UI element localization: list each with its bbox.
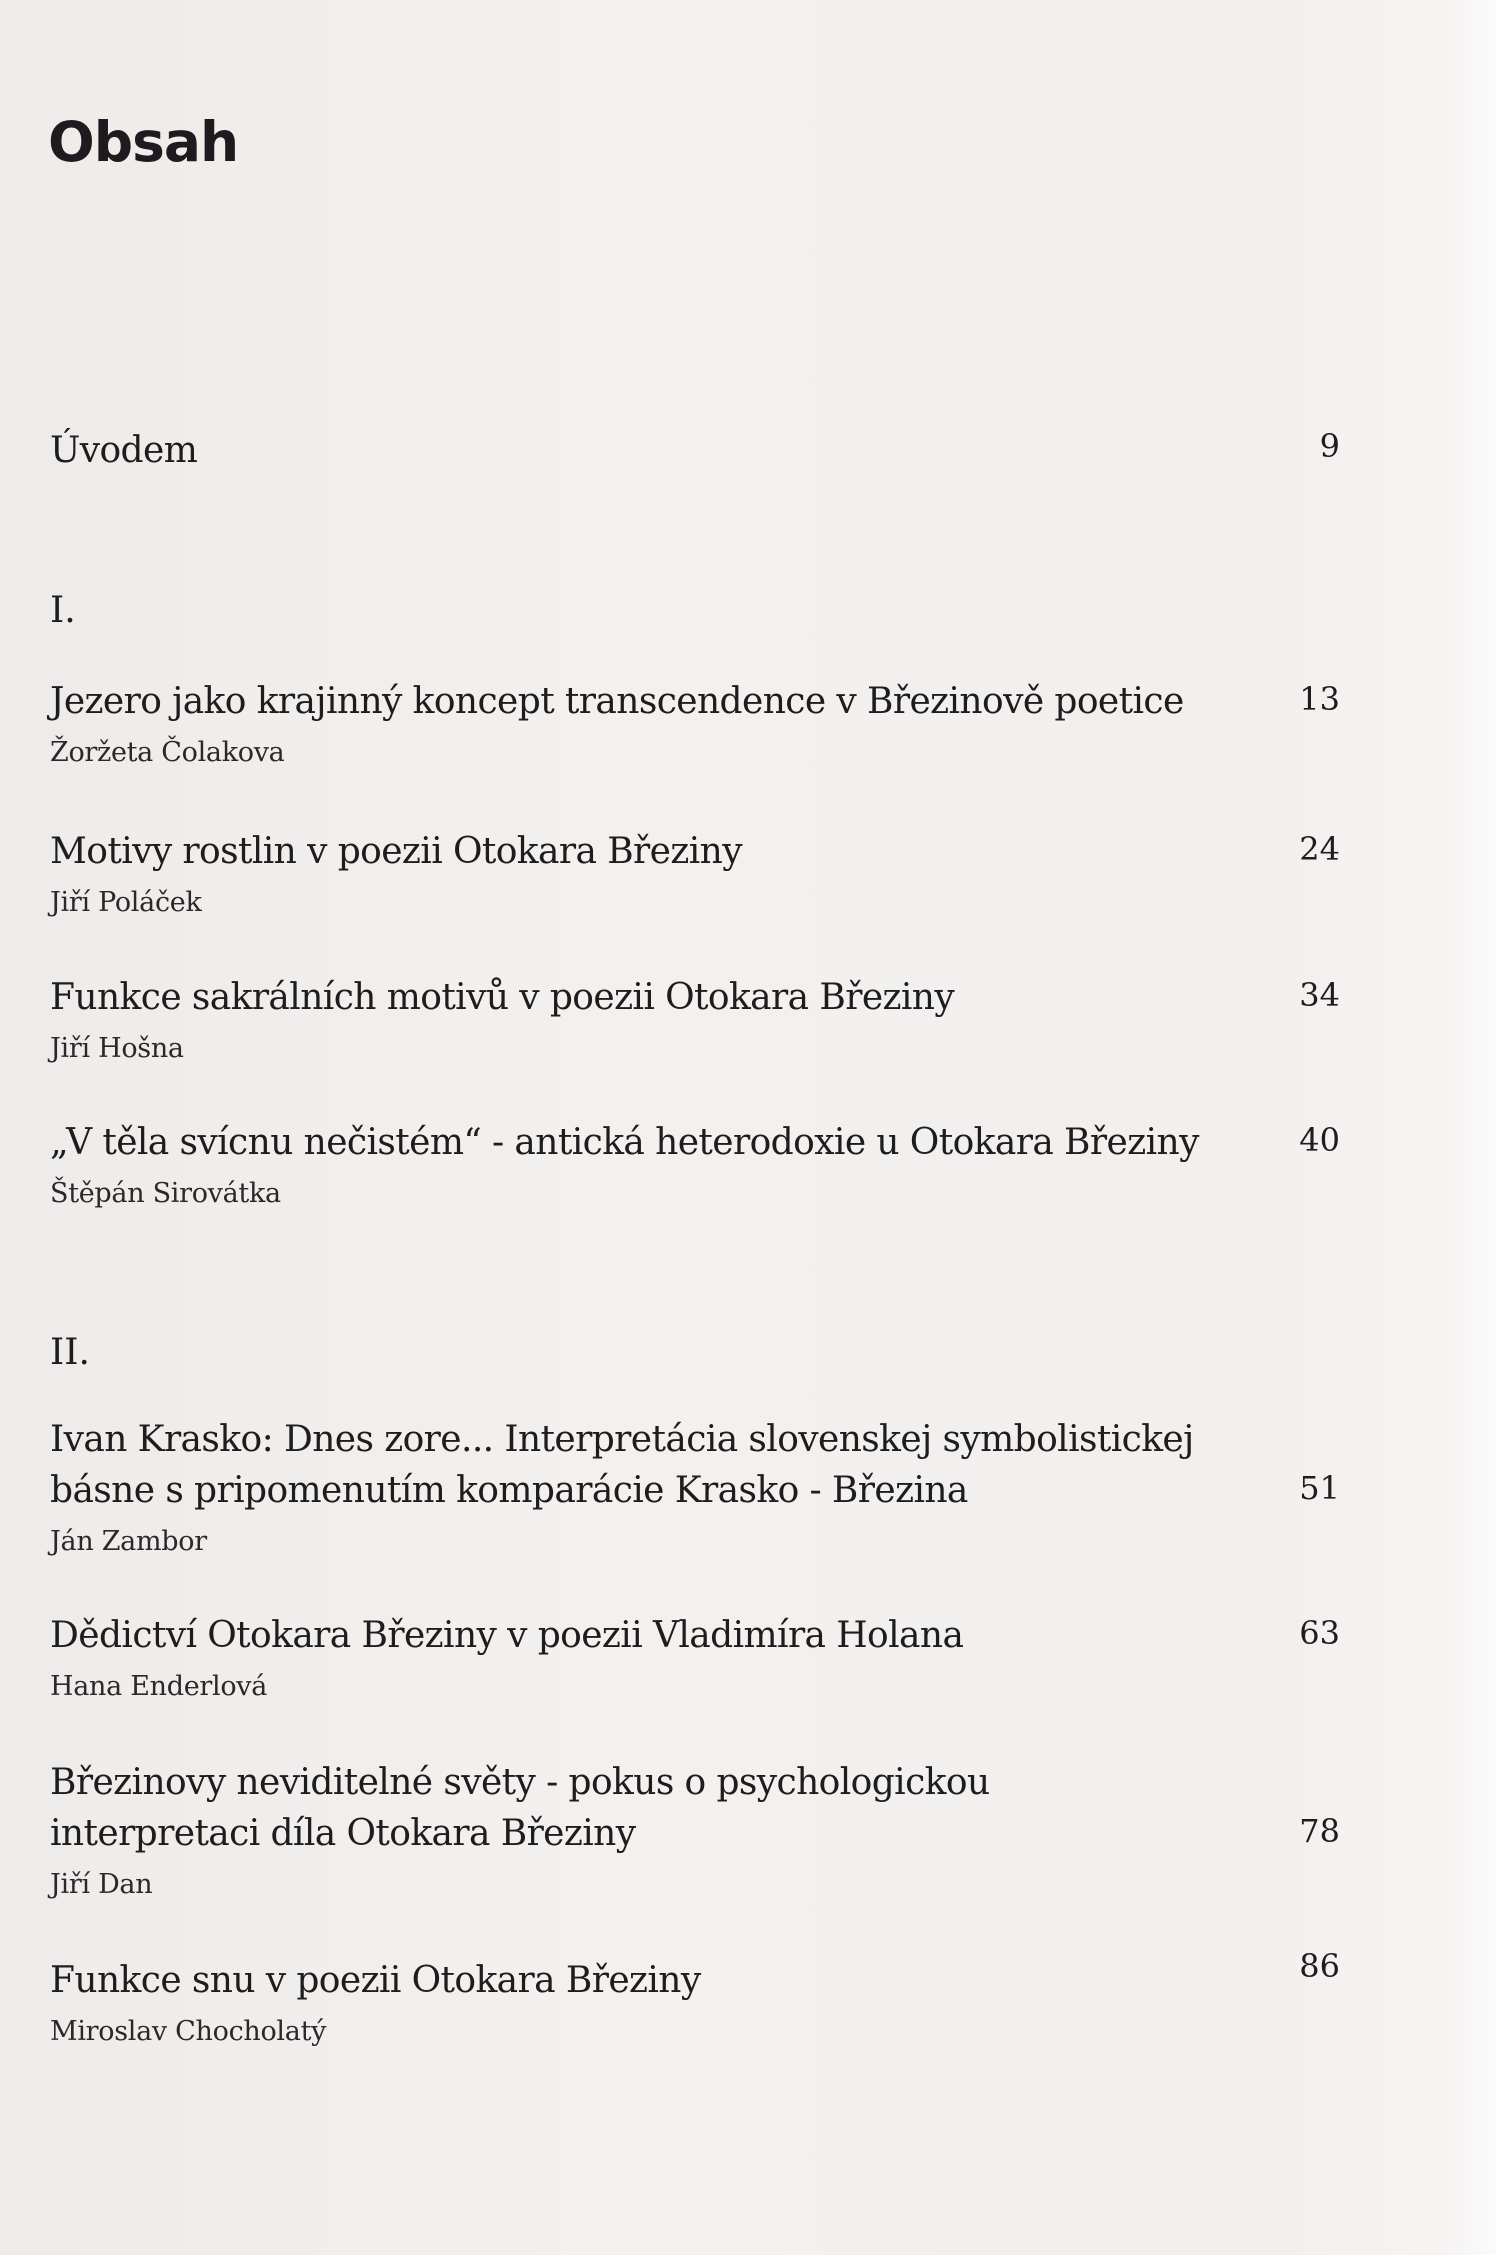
toc-entry xyxy=(50,1610,1340,1702)
entry-title xyxy=(50,1757,1250,1859)
page-number: 40 xyxy=(1299,1121,1340,1159)
section-heading: II. xyxy=(50,1332,90,1373)
section-heading: I. xyxy=(50,590,76,631)
toc-entry xyxy=(50,972,1340,1064)
page-number: 13 xyxy=(1299,680,1340,718)
page-number: 9 xyxy=(1319,427,1340,465)
entry-author: Hana Enderlová xyxy=(50,1671,268,1702)
entry-author: Jiří Dan xyxy=(50,1869,153,1900)
entry-author: Žoržeta Čolakova xyxy=(50,737,285,768)
entry-author: Miroslav Chocholatý xyxy=(50,2016,327,2047)
entry-title-line: Březinovy neviditelné světy - pokus o psychologickou xyxy=(50,1762,990,1803)
entry-title-line: básne s pripomenutím komparácie Krasko - Březina xyxy=(50,1470,968,1511)
toc-entry xyxy=(50,1757,1340,1900)
entry-title-line: Ivan Krasko: Dnes zore... Interpretácia slovenskej symbolistickej xyxy=(50,1419,1194,1460)
toc-entry xyxy=(50,826,1340,918)
entry-title: „V těla svícnu nečistém“ - antická heterodoxie u Otokara Březiny xyxy=(50,1122,1199,1163)
toc-entry xyxy=(50,1117,1340,1209)
entry-title: Dědictví Otokara Březiny v poezii Vladimíra Holana xyxy=(50,1615,964,1656)
entry-author: Jiří Hošna xyxy=(50,1033,184,1064)
entry-author: Jiří Poláček xyxy=(50,887,202,918)
page-number: 24 xyxy=(1299,830,1340,868)
entry-title: Funkce sakrálních motivů v poezii Otokara Březiny xyxy=(50,977,955,1018)
entry-title: Funkce snu v poezii Otokara Březiny xyxy=(50,1960,701,2001)
toc-entry xyxy=(50,676,1340,768)
page-edge xyxy=(1452,0,1496,2255)
entry-title-line: interpretaci díla Otokara Březiny xyxy=(50,1813,636,1854)
toc-entry xyxy=(50,1414,1340,1557)
page-number: 34 xyxy=(1299,976,1340,1014)
page-title: Obsah xyxy=(48,110,239,174)
entry-author: Štěpán Sirovátka xyxy=(50,1178,281,1209)
page-number: 63 xyxy=(1299,1614,1340,1652)
toc-entry xyxy=(50,1947,1340,2047)
page-number: 86 xyxy=(1299,1947,1340,1985)
entry-title xyxy=(50,1414,1250,1516)
entry-title: Úvodem xyxy=(50,430,198,471)
entry-title: Jezero jako krajinný koncept transcendence v Březinově poetice xyxy=(50,681,1184,722)
page-number: 51 xyxy=(1299,1469,1340,1507)
toc-entry-intro xyxy=(50,425,1340,476)
entry-author: Ján Zambor xyxy=(50,1526,207,1557)
entry-title: Motivy rostlin v poezii Otokara Březiny xyxy=(50,831,742,872)
page-number: 78 xyxy=(1299,1812,1340,1850)
